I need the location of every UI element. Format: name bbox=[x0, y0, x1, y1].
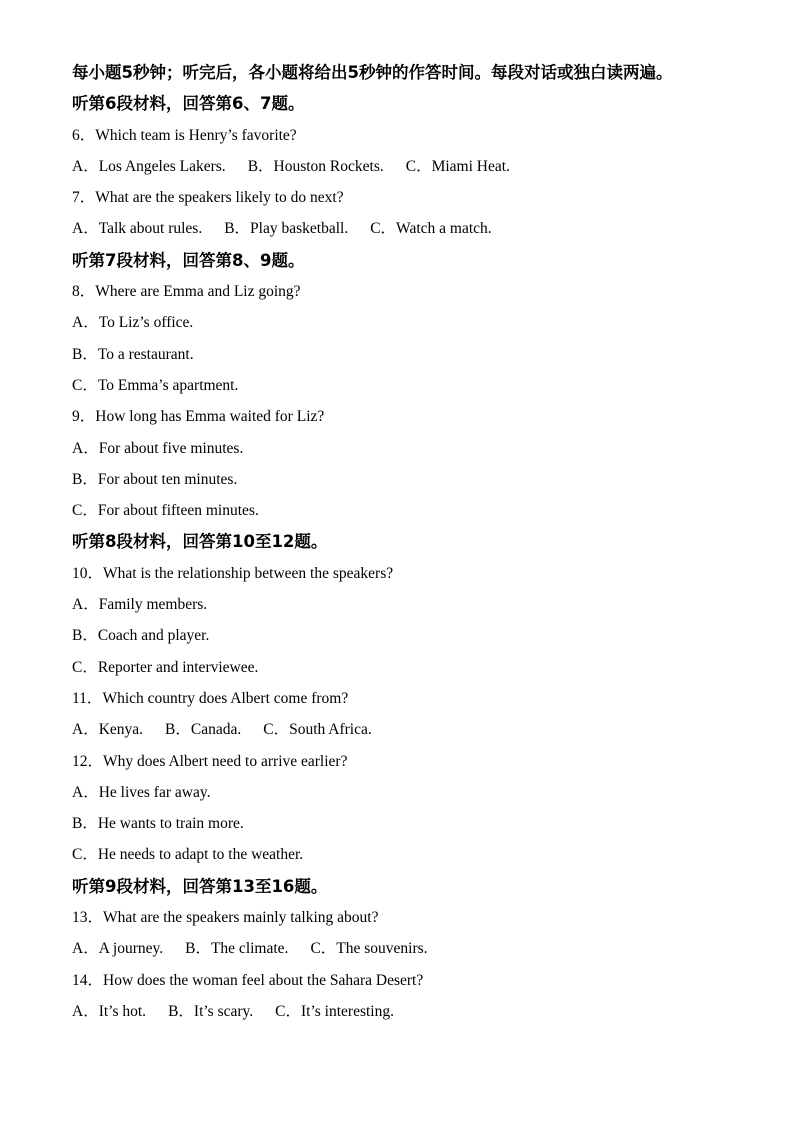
question-text: What are the speakers mainly talking about? bbox=[103, 909, 379, 927]
section-header: 听第8段材料，回答第10至12题。 bbox=[72, 532, 328, 552]
question-number: 12． bbox=[72, 752, 104, 770]
section-header: 听第7段材料，回答第8、9题。 bbox=[72, 250, 305, 270]
question-text: Which team is Henry’s favorite? bbox=[95, 126, 297, 144]
option-line: B．To a restaurant. bbox=[72, 345, 194, 363]
option-line: B．Coach and player. bbox=[72, 627, 210, 645]
question-number: 8． bbox=[72, 283, 96, 301]
question-number: 14． bbox=[72, 971, 104, 989]
option-line: B．For about ten minutes. bbox=[72, 470, 238, 488]
option-a: A．A journey. bbox=[72, 940, 164, 958]
option-a: A．Talk about rules. bbox=[72, 220, 203, 238]
question-text: Why does Albert need to arrive earlier? bbox=[103, 752, 348, 770]
option-line: A．Family members. bbox=[72, 596, 208, 614]
question-number: 11． bbox=[72, 689, 103, 707]
option-b: B．Play basketball. bbox=[224, 220, 349, 238]
question-number: 9． bbox=[72, 408, 96, 426]
question-text: Which country does Albert come from? bbox=[102, 689, 349, 707]
question-line bbox=[72, 558, 734, 589]
option-line: B．He wants to train more. bbox=[72, 815, 244, 833]
option-line: C．He needs to adapt to the weather. bbox=[72, 846, 304, 864]
options-row bbox=[72, 151, 734, 182]
option-line: C．Reporter and interviewee. bbox=[72, 658, 259, 676]
question-line bbox=[72, 683, 734, 714]
options-row bbox=[72, 996, 734, 1027]
option-c: C．Watch a match. bbox=[370, 220, 492, 238]
option-a: A．Kenya. bbox=[72, 721, 144, 739]
option-a: A．It’s hot. bbox=[72, 1002, 147, 1020]
option-line: A．For about five minutes. bbox=[72, 439, 244, 457]
question-line bbox=[72, 276, 734, 307]
option-b: B．Houston Rockets. bbox=[247, 157, 384, 175]
question-text: How does the woman feel about the Sahara Desert? bbox=[103, 971, 424, 989]
option-a: A．Los Angeles Lakers. bbox=[72, 157, 226, 175]
option-c: C．Miami Heat. bbox=[405, 157, 510, 175]
option-b: B．It’s scary. bbox=[168, 1002, 254, 1020]
option-c: C．It’s interesting. bbox=[275, 1002, 394, 1020]
question-number: 6． bbox=[72, 126, 96, 144]
question-line bbox=[72, 401, 734, 432]
options-row bbox=[72, 714, 734, 745]
section-header: 听第9段材料，回答第13至16题。 bbox=[72, 876, 328, 896]
question-line bbox=[72, 965, 734, 996]
question-line bbox=[72, 902, 734, 933]
exam-instructions: 每小题5秒钟；听完后，各小题将给出5秒钟的作答时间。每段对话或独白读两遍。 bbox=[72, 63, 673, 82]
question-text: What are the speakers likely to do next? bbox=[95, 189, 344, 207]
section-header: 听第6段材料，回答第6、7题。 bbox=[72, 94, 305, 114]
option-line: C．To Emma’s apartment. bbox=[72, 376, 239, 394]
question-line bbox=[72, 182, 734, 213]
question-text: What is the relationship between the speakers? bbox=[103, 564, 394, 582]
option-line: C．For about fifteen minutes. bbox=[72, 502, 259, 520]
question-line bbox=[72, 746, 734, 777]
option-line: A．To Liz’s office. bbox=[72, 314, 194, 332]
question-text: Where are Emma and Liz going? bbox=[95, 283, 301, 301]
options-row bbox=[72, 933, 734, 964]
option-c: C．The souvenirs. bbox=[310, 940, 428, 958]
options-row bbox=[72, 213, 734, 244]
option-line: A．He lives far away. bbox=[72, 783, 211, 801]
question-line bbox=[72, 120, 734, 151]
question-text: How long has Emma waited for Liz? bbox=[95, 408, 325, 426]
option-c: C．South Africa. bbox=[263, 721, 372, 739]
option-b: B．The climate. bbox=[185, 940, 289, 958]
question-number: 7． bbox=[72, 189, 96, 207]
question-number: 13． bbox=[72, 909, 104, 927]
option-b: B．Canada. bbox=[165, 721, 242, 739]
question-number: 10． bbox=[72, 564, 104, 582]
